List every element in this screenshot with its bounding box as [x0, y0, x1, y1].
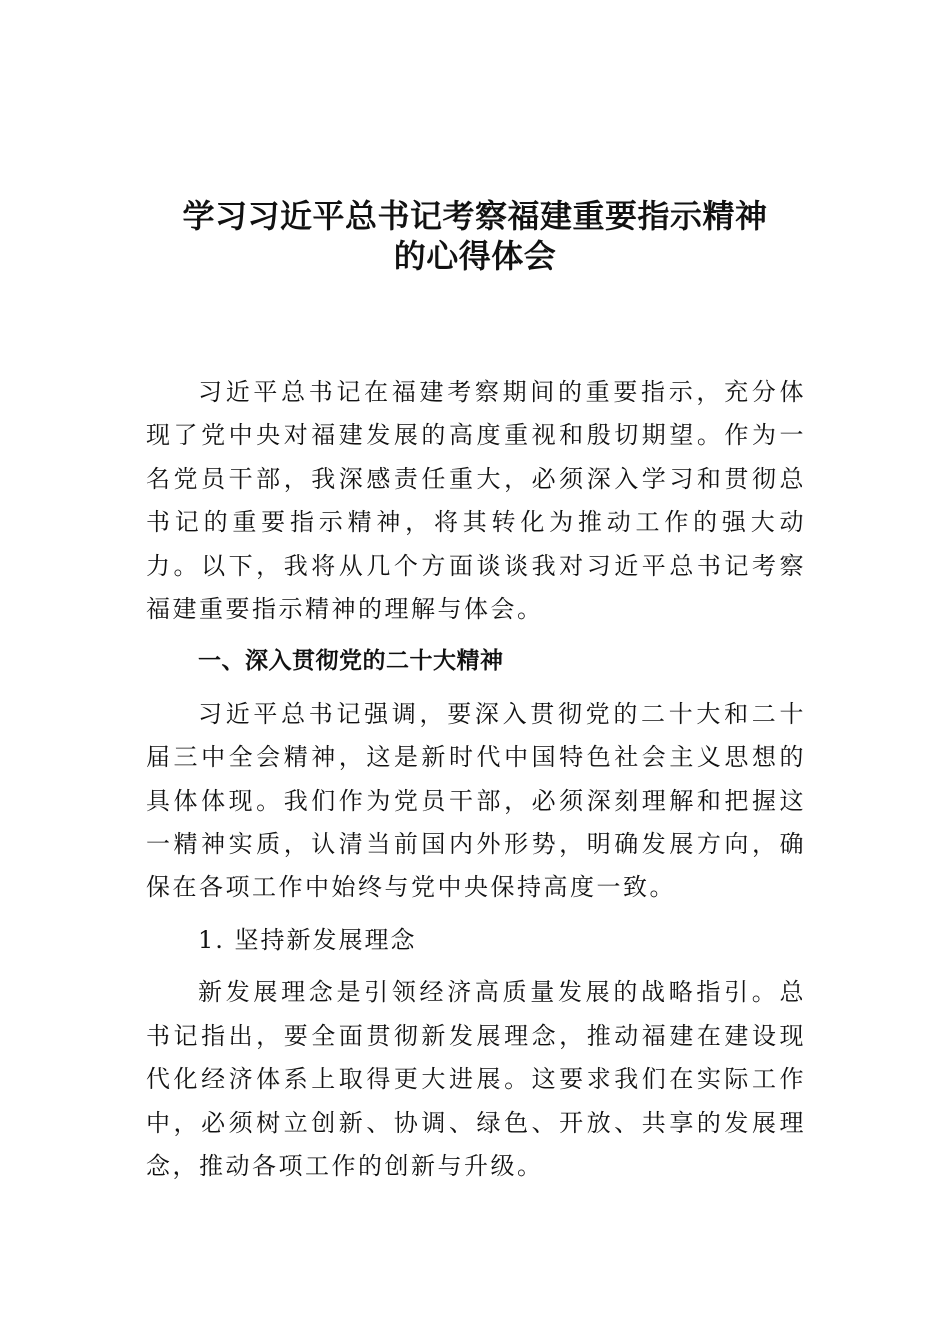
- title-line-2: 的心得体会: [393, 237, 557, 275]
- document-body: [146, 371, 806, 1188]
- section-1-paragraph: 习近平总书记强调，要深入贯彻党的二十大和二十届三中全会精神，这是新时代中国特色社会主义思想的具体体现。我们作为党员干部，必须深刻理解和把握这一精神实质，认清当前国内外形势，明确发展方向，确保在各项工作中始终与党中央保持高度一致。: [146, 699, 806, 902]
- title-line-1: 学习习近平总书记考察福建重要指示精神: [182, 197, 768, 235]
- intro-paragraph: 习近平总书记在福建考察期间的重要指示，充分体现了党中央对福建发展的高度重视和殷切期望。作为一名党员干部，我深感责任重大，必须深入学习和贯彻总书记的重要指示精神，将其转化为推动工作的强大动力。以下，我将从几个方面谈谈我对习近平总书记考察福建重要指示精神的理解与体会。: [146, 378, 806, 624]
- subsection-1-paragraph: 新发展理念是引领经济高质量发展的战略指引。总书记指出，要全面贯彻新发展理念，推动福建在建设现代化经济体系上取得更大进展。这要求我们在实际工作中，必须树立创新、协调、绿色、开放、共享的发展理念，推动各项工作的创新与升级。: [146, 978, 806, 1180]
- subsection-heading-1: 1. 坚持新发展理念: [198, 925, 417, 954]
- section-heading-1: 一、深入贯彻党的二十大精神: [198, 648, 504, 675]
- document-title: [60, 196, 890, 276]
